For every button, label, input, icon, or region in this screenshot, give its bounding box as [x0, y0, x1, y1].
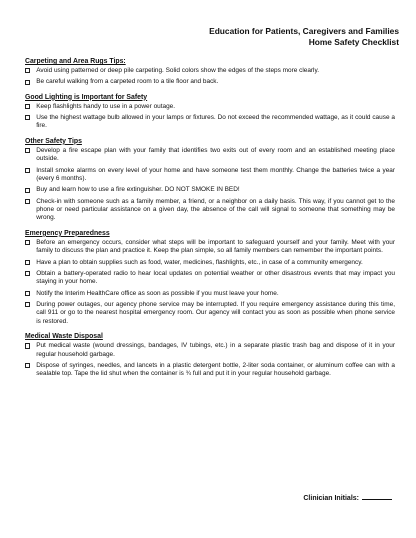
- checklist-item-text: Put medical waste (wound dressings, bandages, IV tubings, etc.) in a separate plastic trash bag and dispose of it in your regular household garbage.: [36, 342, 395, 358]
- checklist-item: [25, 270, 395, 287]
- section-title: Other Safety Tips: [25, 137, 82, 145]
- checklist-content: [25, 58, 395, 386]
- checklist-item: [25, 198, 395, 223]
- checkbox[interactable]: [25, 199, 30, 204]
- checklist-item: [25, 186, 395, 194]
- checklist-item-text: Use the highest wattage bulb allowed in your lamps or fixtures. Do not exceed the recommended wattage, as it could cause a fire.: [36, 113, 395, 130]
- checklist-item: [25, 362, 395, 379]
- section-medical-waste: [25, 333, 395, 379]
- checkbox[interactable]: [25, 343, 30, 348]
- checklist-item: [25, 239, 395, 256]
- checklist-item-text: Have a plan to obtain supplies such as food, water, medicines, flashlights, etc., in case of a community emergency.: [36, 258, 363, 266]
- document-header: [209, 26, 399, 48]
- checklist-item: [25, 301, 395, 326]
- checklist-item-text: Notify the Interim HealthCare office as soon as possible if you must leave your home.: [36, 289, 279, 297]
- section-other-safety: [25, 138, 395, 223]
- checklist-item-text: Buy and learn how to use a fire extinguisher. DO NOT SMOKE IN BED!: [36, 186, 240, 194]
- checklist-item: [25, 342, 395, 359]
- section-title: Good Lighting is Important for Safety: [25, 93, 148, 101]
- checklist-item: [25, 147, 395, 164]
- checklist-item-text: Check-in with someone such as a family member, a friend, or a neighbor on a daily basis. This way, if you cannot get to the phone or need particular assistance on a given day, the absence of the call will signal to someone that something may be wrong.: [36, 197, 395, 222]
- section-title: Emergency Preparedness: [25, 229, 110, 237]
- checklist-item: [25, 114, 395, 131]
- checkbox[interactable]: [25, 260, 30, 265]
- checklist-item-text: Be careful walking from a carpeted room to a tile floor and back.: [36, 78, 219, 86]
- checkbox[interactable]: [25, 291, 30, 296]
- checkbox[interactable]: [25, 168, 30, 173]
- checklist-item-text: Dispose of syringes, needles, and lancets in a plastic detergent bottle, 2-liter soda container, or aluminum coffee can with a sealable top. Tape the lid shut when the container is ¾ full and put it in your regular household garbage.: [36, 361, 395, 378]
- header-title: Education for Patients, Caregivers and Families: [209, 26, 399, 36]
- checkbox[interactable]: [25, 271, 30, 276]
- section-title: Medical Waste Disposal: [25, 333, 103, 341]
- checklist-item: [25, 167, 395, 184]
- clinician-initials: [303, 492, 392, 503]
- checkbox[interactable]: [25, 363, 30, 368]
- checklist-item-text: Avoid using patterned or deep pile carpeting. Solid colors show the edges of the steps more clearly.: [36, 67, 320, 74]
- checkbox[interactable]: [25, 68, 30, 73]
- checkbox[interactable]: [25, 104, 30, 109]
- checklist-item-text: Obtain a battery-operated radio to hear local updates on potential weather or other disastrous events that may impact you staying in your home.: [36, 269, 395, 286]
- checkbox[interactable]: [25, 188, 30, 193]
- checkbox[interactable]: [25, 148, 30, 153]
- section-title: Carpeting and Area Rugs Tips:: [25, 58, 126, 65]
- checklist-item: [25, 259, 395, 267]
- checkbox[interactable]: [25, 115, 30, 120]
- checklist-item-text: Develop a fire escape plan with your family that identifies two exits out of every room and an established meeting place outside.: [36, 146, 395, 163]
- header-subtitle: Home Safety Checklist: [308, 37, 399, 47]
- checkbox[interactable]: [25, 240, 30, 245]
- clinician-initials-label: Clinician Initials:: [303, 495, 359, 502]
- checklist-item: [25, 67, 395, 75]
- checklist-item-text: Before an emergency occurs, consider what steps will be important to safeguard yourself and your family. Meet with your family to discuss the plan and practice it. Keep the plan simple, so all family members can remember the important points.: [36, 238, 395, 255]
- checklist-item-text: During power outages, our agency phone service may be interrupted. If you require emergency assistance during this time, call 911 or go to the nearest hospital emergency room. Our agency will contact you as soon as possible when phone service is restored.: [36, 300, 395, 325]
- checkbox[interactable]: [25, 302, 30, 307]
- checklist-item: [25, 103, 395, 111]
- checklist-item: [25, 78, 395, 86]
- checklist-item: [25, 290, 395, 298]
- checklist-item-text: Keep flashlights handy to use in a power outage.: [36, 102, 176, 110]
- section-emergency-preparedness: [25, 230, 395, 326]
- section-lighting: [25, 94, 395, 131]
- checklist-item-text: Install smoke alarms on every level of your home and have someone test them monthly. Change the batteries twice a year (every 6 months).: [36, 166, 395, 183]
- section-carpeting: [25, 58, 395, 87]
- clinician-initials-blank[interactable]: [362, 492, 392, 500]
- checkbox[interactable]: [25, 80, 30, 85]
